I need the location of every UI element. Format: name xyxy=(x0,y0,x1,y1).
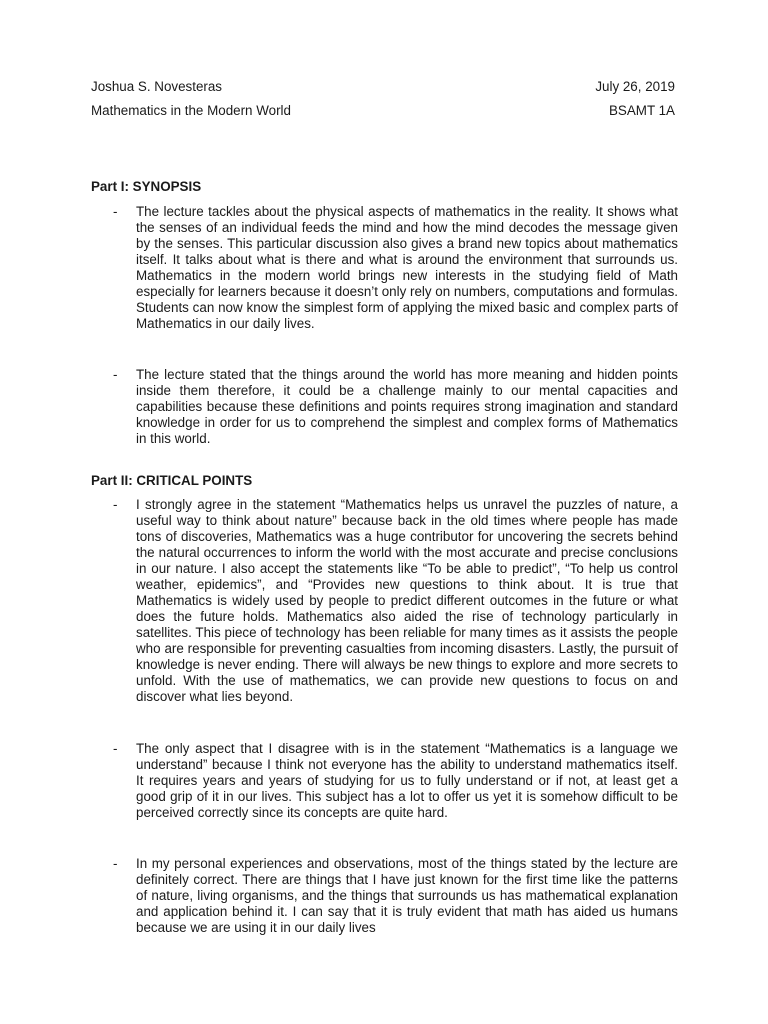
author-name: Joshua S. Novesteras xyxy=(91,79,222,94)
bullet-dash: - xyxy=(113,741,118,756)
class-section: BSAMT 1A xyxy=(609,103,675,118)
synopsis-bullet-1 xyxy=(113,204,678,332)
critical-point-bullet-2 xyxy=(113,741,678,821)
document-date: July 26, 2019 xyxy=(595,79,675,94)
header-row-1 xyxy=(91,79,675,95)
header-row-2 xyxy=(91,103,675,119)
bullet-dash: - xyxy=(113,367,118,382)
critical-point-bullet-1 xyxy=(113,497,678,705)
critical-point-paragraph: I strongly agree in the statement “Mathematics helps us unravel the puzzles of nature, a useful way to think about nature” because back in the old times where people has made tons of discoveries, Mathematics was a huge contributor for uncovering the secrets behind the natural occurrences to inform the world with the most accurate and precise conclusions in our nature. I also accept the statements like “To be able to predict”, “To help us control weather, epidemics”, and “Provides new questions to think about. It is true that Mathematics is widely used by people to predict different outcomes in the future or what does the future holds. Mathematics also aided the rise of technology particularly in satellites. This piece of technology has been reliable for many times as it assists the people who are responsible for preventing casualties from incoming disasters. Lastly, the pursuit of knowledge is never ending. There will always be new things to explore and more secrets to unfold. With the use of mathematics, we can provide new questions to focus on and discover what lies beyond. xyxy=(136,497,678,704)
critical-point-paragraph: In my personal experiences and observations, most of the things stated by the lecture are definitely correct. There are things that I have just known for the first time like the patterns of nature, living organisms, and the things that surrounds us has mathematical explanation and application behind it. I can say that it is truly evident that math has aided us humans because we are using it in our daily lives xyxy=(136,856,678,935)
synopsis-paragraph: The lecture stated that the things around the world has more meaning and hidden points inside them therefore, it could be a challenge mainly to our mental capacities and capabilities because these definitions and points requires strong imagination and standard knowledge in order for us to comprehend the simplest and complex forms of Mathematics in this world. xyxy=(136,367,678,446)
critical-point-bullet-3 xyxy=(113,856,678,936)
bullet-dash: - xyxy=(113,856,118,871)
synopsis-bullet-2 xyxy=(113,367,678,447)
bullet-dash: - xyxy=(113,204,118,219)
critical-point-paragraph: The only aspect that I disagree with is in the statement “Mathematics is a language we understand” because I think not everyone has the ability to understand mathematics itself. It requires years and years of studying for us to fully understand or if not, at least get a good grip of it in our lives. This subject has a lot to offer us yet it is somehow difficult to be perceived correctly since its concepts are quite hard. xyxy=(136,741,678,820)
synopsis-paragraph: The lecture tackles about the physical aspects of mathematics in the reality. It shows what the senses of an individual feeds the mind and how the mind decodes the message given by the senses. This particular discussion also gives a brand new topics about mathematics itself. It talks about what is there and what is around the environment that surrounds us. Mathematics in the modern world brings new interests in the studying field of Math especially for learners because it doesn’t only rely on numbers, computations and formulas. Students can now know the simplest form of applying the mixed basic and complex parts of Mathematics in our daily lives. xyxy=(136,204,678,331)
bullet-dash: - xyxy=(113,497,118,512)
course-name: Mathematics in the Modern World xyxy=(91,103,291,118)
part2-heading: Part II: CRITICAL POINTS xyxy=(91,473,253,488)
part1-heading: Part I: SYNOPSIS xyxy=(91,179,202,194)
